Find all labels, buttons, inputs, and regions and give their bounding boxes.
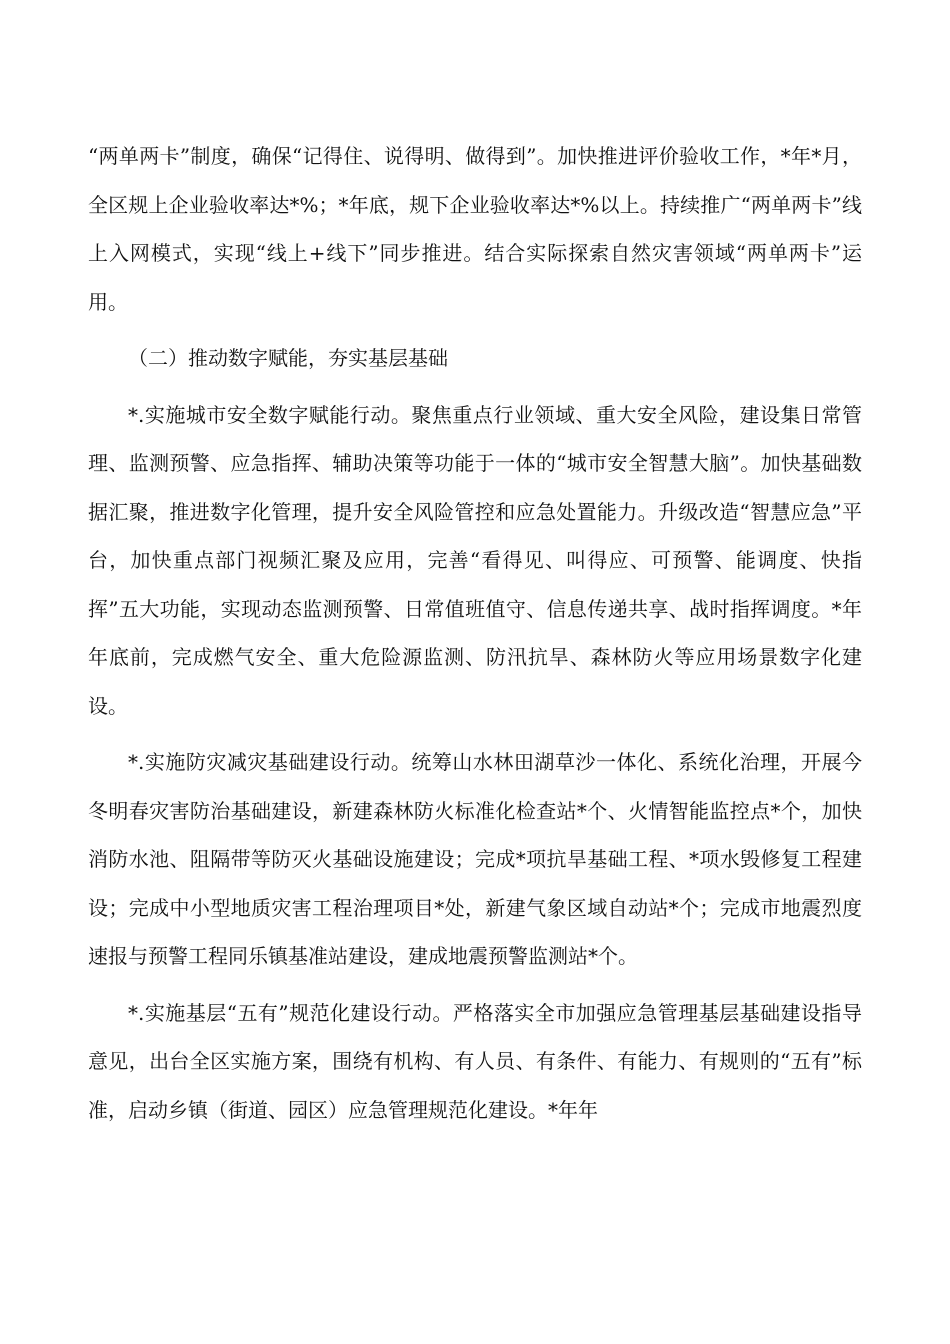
document-body [88, 132, 862, 1134]
paragraph-continuation: “两单两卡”制度，确保“记得住、说得明、做得到”。加快推进评价验收工作，*年*月，全区规上企业验收率达*%；*年底，规下企业验收率达*%以上。持续推广“两单两卡”线上入网模式，实现“线上+线下”同步推进。结合实际探索自然灾害领域“两单两卡”运用。 [88, 144, 862, 314]
paragraph-gap [88, 383, 862, 391]
paragraph-gap [88, 730, 862, 738]
paragraph-five-haves: *.实施基层“五有”规范化建设行动。严格落实全市加强应急管理基层基础建设指导意见，出台全区实施方案，围绕有机构、有人员、有条件、有能力、有规则的“五有”标准，启动乡镇（街道、园区）应急管理规范化建设。*年年 [88, 1000, 862, 1122]
paragraph-digital-empowerment: *.实施城市安全数字赋能行动。聚焦重点行业领域、重大安全风险，建设集日常管理、监测预警、应急指挥、辅助决策等功能于一体的“城市安全智慧大脑”。加快基础数据汇聚，推进数字化管理，提升安全风险管控和应急处置能力。升级改造“智慧应急”平台，加快重点部门视频汇聚及应用，完善“看得见、叫得应、可预警、能调度、快指挥”五大功能，实现动态监测预警、日常值班值守、信息传递共享、战时指挥调度。*年年底前，完成燃气安全、重大危险源监测、防汛抗旱、森林防火等应用场景数字化建设。 [88, 402, 862, 718]
section-heading: （二）推动数字赋能，夯实基层基础 [128, 346, 448, 370]
paragraph-disaster-prevention: *.实施防灾减灾基础建设行动。统筹山水林田湖草沙一体化、系统化治理，开展今冬明春灾害防治基础建设，新建森林防火标准化检查站*个、火情智能监控点*个，加快消防水池、阻隔带等防灭火基础设施建设；完成*项抗旱基础工程、*项水毁修复工程建设；完成中小型地质灾害工程治理项目*处，新建气象区域自动站*个；完成市地震烈度速报与预警工程同乐镇基准站建设，建成地震预警监测站*个。 [88, 750, 862, 968]
paragraph-gap [88, 981, 862, 989]
paragraph-gap [88, 326, 862, 334]
